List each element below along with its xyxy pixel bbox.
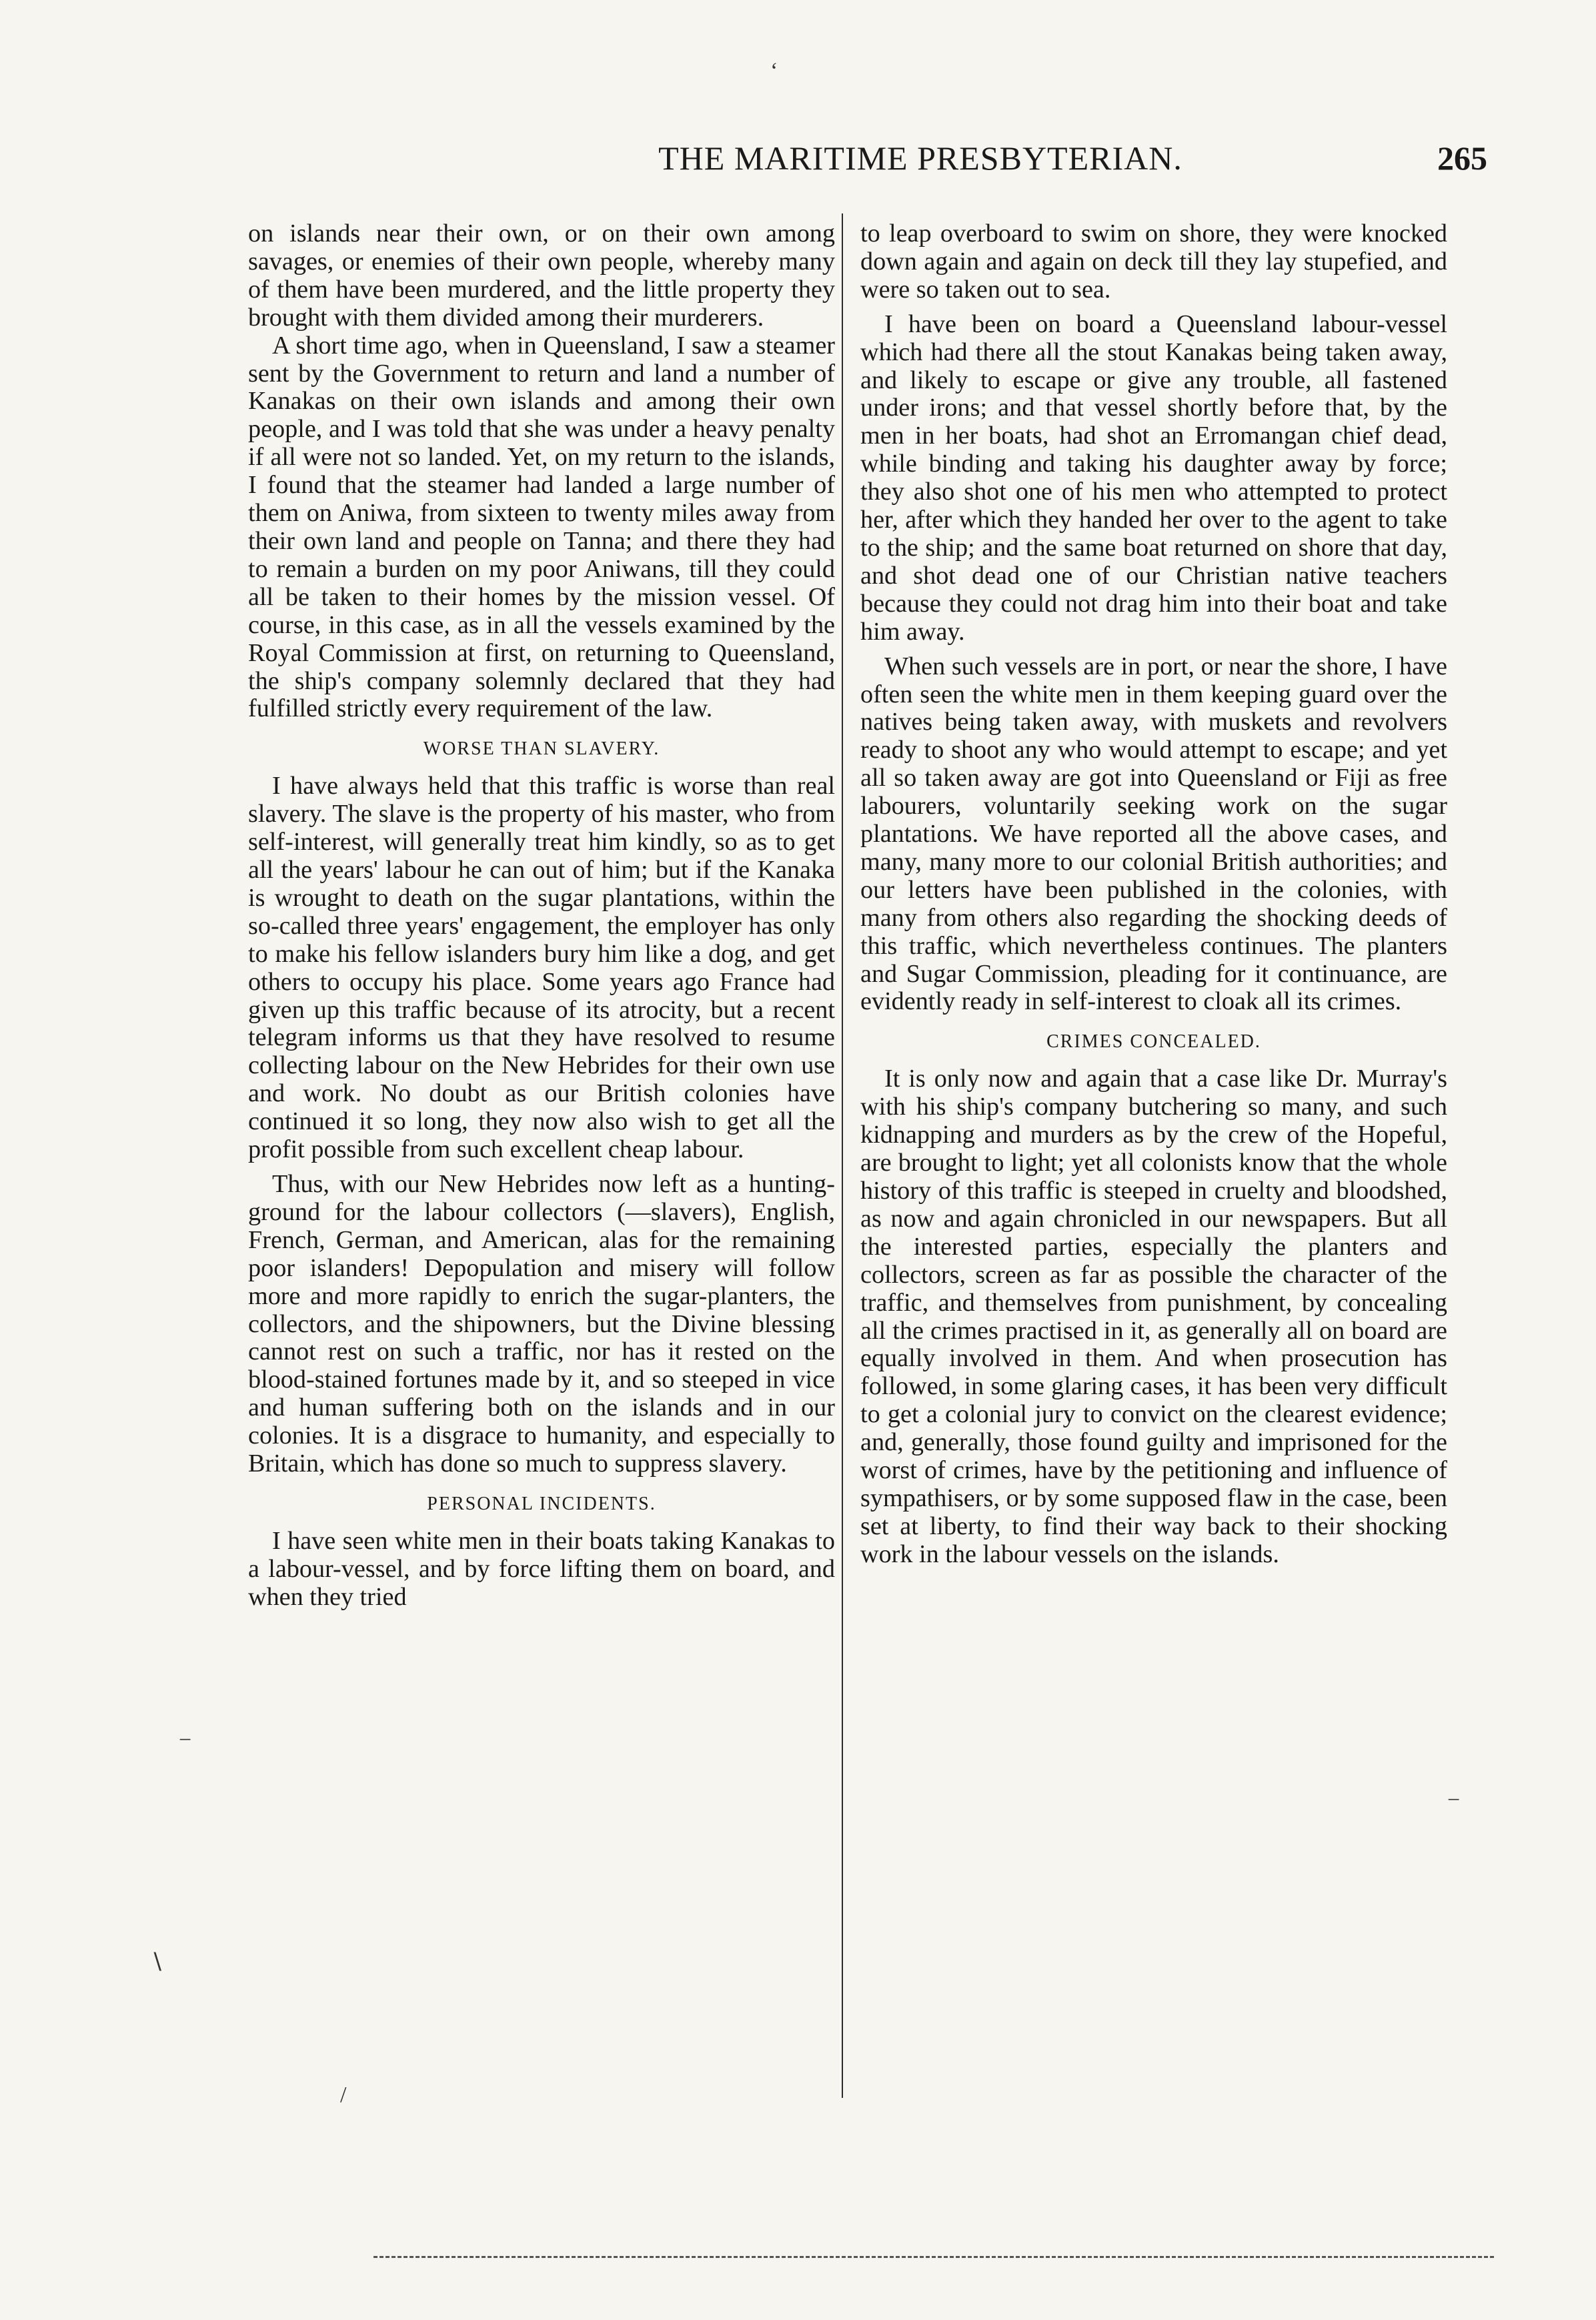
print-speck: − xyxy=(1447,1788,1461,1812)
column-divider xyxy=(842,213,843,2098)
print-speck: − xyxy=(179,1728,192,1752)
paragraph: I have seen white men in their boats taking Kanakas to a labour-vessel, and by force lifting them on board, and when they tried xyxy=(248,1526,835,1611)
paragraph: Thus, with our New Hebrides now left as a hunting-ground for the labour collectors (—slavers), English, French, German, and American, alas for the remaining poor islanders! Depopulation and misery will follow more and more rapidly to enrich the sugar-planters, the collectors, and the shipowners, but the Divine blessing cannot rest on such a traffic, nor has it rested on the blood-stained fortunes made by it, and so steeped in vice and human suffering both on the islands and in our colonies. It is a disgrace to humanity, and especially to Britain, which has done so much to suppress slavery. xyxy=(248,1170,835,1478)
paragraph: I have been on board a Queensland labour-vessel which had there all the stout Kanakas being taken away, and likely to escape or give any trouble, all fastened under irons; and that vessel shortly before that, by the men in her boats, had shot an Erromangan chief dead, while binding and taking his daughter away by force; they also shot one of his men who attempted to protect her, after which they handed her over to the agent to take to the ship; and the same boat returned on shore that day, and shot dead one of our Christian native teachers because they could not drag him into their boat and take him away. xyxy=(860,310,1447,646)
section-heading: PERSONAL INCIDENTS. xyxy=(427,1493,656,1514)
page-header xyxy=(240,139,1487,185)
paragraph: to leap overboard to swim on shore, they were knocked down again and again on deck till they lay stupefied, and were so taken out to sea. xyxy=(860,219,1447,304)
right-column xyxy=(860,220,1447,1569)
paragraph: A short time ago, when in Queensland, I saw a steamer sent by the Government to return and land a number of Kanakas on their own islands and among their own people, and I was told that she was under a heavy penalty if all were not so landed. Yet, on my return to the islands, I found that the steamer had landed a large number of them on Aniwa, from sixteen to twenty miles away from their own land and people on Tanna; and there they had to remain a burden on my poor Aniwans, till they could all be taken to their homes by the mission vessel. Of course, in this case, as in all the vessels examined by the Royal Commission at first, on returning to Queensland, the ship's company solemnly declared that they had fulfilled strictly every requirement of the law. xyxy=(248,331,835,723)
paragraph: I have always held that this traffic is worse than real slavery. The slave is the property of his master, who from self-interest, will generally treat him kindly, so as to get all the years' labour he can out of him; but if the Kanaka is wrought to death on the sugar plantations, within the so-called three years' engagement, the employer has only to make his fellow islanders bury him like a dog, and get others to occupy his place. Some years ago France had given up this traffic because of its atrocity, but a recent telegram informs us that they have resolved to resume collecting labour on the New Hebrides for their own use and work. No doubt as our British colonies have continued it so long, they now also wish to get all the profit possible from such excellent cheap labour. xyxy=(248,772,835,1164)
print-speck: ‘ xyxy=(770,59,778,83)
page-number: 265 xyxy=(1437,139,1487,177)
paragraph: on islands near their own, or on their own among savages, or enemies of their own people, whereby many of them have been murdered, and the little property they brought with them divided among their murderers. xyxy=(248,219,835,332)
section-heading: CRIMES CONCEALED. xyxy=(1046,1031,1261,1053)
print-speck: ∖ xyxy=(149,1950,164,1975)
paragraph: It is only now and again that a case like Dr. Murray's with his ship's company butchering so many, and such kidnapping and murders as by the crew of the Hopeful, are brought to light; yet all colonists know that the whole history of this traffic is steeped in cruelty and bloodshed, as now and again chronicled in our newspapers. But all the interested parties, especially the planters and collectors, screen as far as possible the character of the traffic, and themselves from punishment, by concealing all the crimes practised in it, as generally all on board are equally involved in them. And when prosecution has followed, in some glaring cases, it has been very difficult to get a colonial jury to convict on the clearest evidence; and, generally, those found guilty and imprisoned for the worst of crimes, have by the petitioning and influence of sympathisers, or by some supposed flaw in the case, been set at liberty, to find their way back to their shocking work in the labour vessels on the islands. xyxy=(860,1065,1447,1568)
print-speck: / xyxy=(340,2083,347,2107)
running-title: THE MARITIME PRESBYTERIAN. xyxy=(658,139,1182,177)
left-column xyxy=(248,220,835,1612)
section-heading: WORSE THAN SLAVERY. xyxy=(423,738,660,760)
paragraph: When such vessels are in port, or near the shore, I have often seen the white men in them keeping guard over the natives being taken away, with muskets and revolvers ready to shoot any who would attempt to escape; and yet all so taken away are got into Queensland or Fiji as free labourers, voluntarily seeking work on the sugar plantations. We have reported all the above cases, and many, many more to our colonial British authorities; and our letters have been published in the colonies, with many from others also regarding the shocking deeds of this traffic, which nevertheless continues. The planters and Sugar Commission, pleading for it continuance, are evidently ready in self-interest to cloak all its crimes. xyxy=(860,652,1447,1016)
bottom-rule xyxy=(373,2256,1494,2258)
